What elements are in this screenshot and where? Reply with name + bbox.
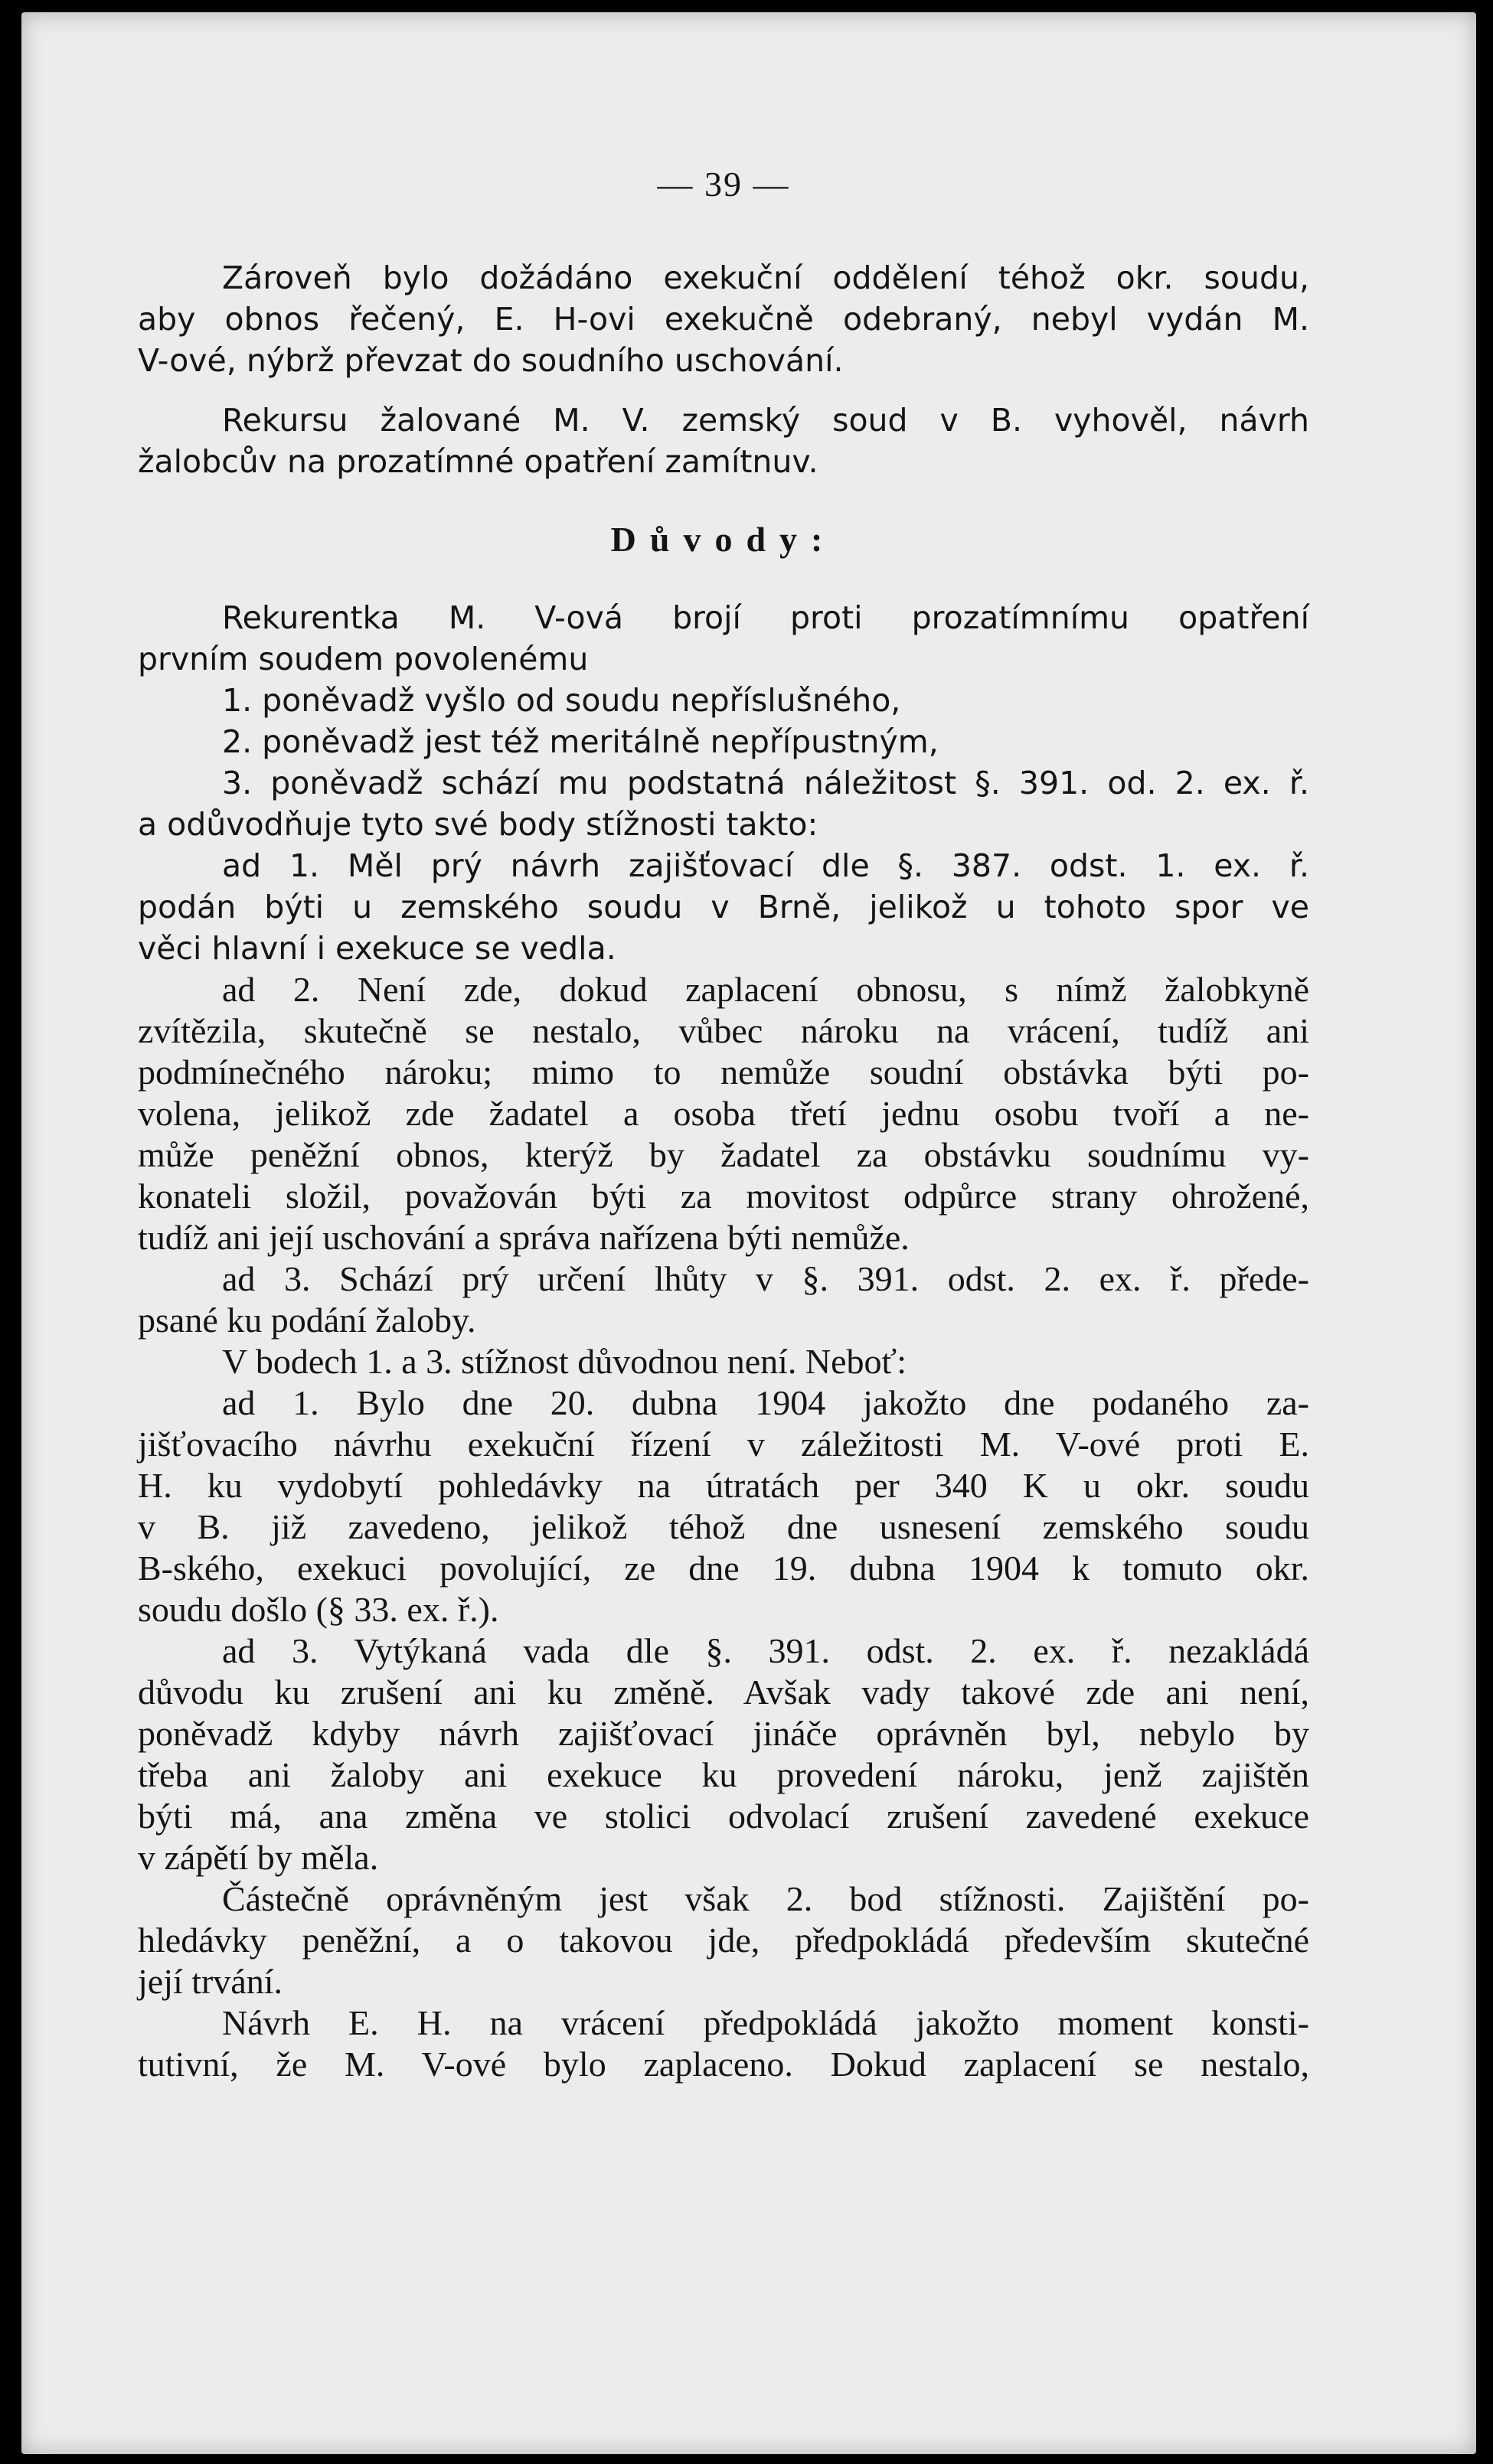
text-line: 3. poněvadž schází mu podstatná náležitost §. 391. od. 2. ex. ř. — [222, 765, 1309, 801]
text-line: Návrh E. H. na vrácení předpokládá jakožto moment konsti- — [222, 2003, 1309, 2042]
text-line: 2. poněvadž jest též meritálně nepřípustným, — [222, 723, 939, 760]
text-line: žalobcův na prozatímné opatření zamítnuv. — [138, 443, 818, 480]
page-number: — 39 — — [657, 165, 790, 204]
text-line: ad 3. Schází prý určení lhůty v §. 391. odst. 2. ex. ř. přede- — [222, 1259, 1309, 1298]
text-line: Rekurentka M. V-ová brojí proti prozatímnímu opatření — [222, 599, 1309, 636]
text-line: tudíž ani její uschování a správa nařízena býti nemůže. — [138, 1218, 910, 1257]
text-line: podmínečného nároku; mimo to nemůže soudní obstávka býti po- — [138, 1053, 1309, 1092]
text-line: jišťovacího návrhu exekuční řízení v záležitosti M. V-ové proti E. — [138, 1425, 1309, 1464]
text-line: V bodech 1. a 3. stížnost důvodnou není. Neboť: — [222, 1342, 907, 1381]
text-line: důvodu ku zrušení ani ku změně. Avšak vady takové zde ani není, — [138, 1673, 1309, 1712]
text-line: podán býti u zemského soudu v Brně, jelikož u tohoto spor ve — [138, 889, 1309, 925]
book-page — [21, 12, 1476, 2454]
text-line: psané ku podání žaloby. — [138, 1301, 476, 1340]
text-line: třeba ani žaloby ani exekuce ku provedení nároku, jenž zajištěn — [138, 1755, 1309, 1794]
text-line: ad 3. Vytýkaná vada dle §. 391. odst. 2. ex. ř. nezakládá — [222, 1631, 1309, 1670]
text-line: Rekursu žalované M. V. zemský soud v B. vyhověl, návrh — [222, 402, 1309, 439]
text-line: býti má, ana změna ve stolici odvolací zrušení zavedené exekuce — [138, 1797, 1309, 1836]
text-line: může peněžní obnos, kterýž by žadatel za obstávku soudnímu vy- — [138, 1135, 1309, 1174]
body-text — [138, 257, 1309, 2085]
text-line: hledávky peněžní, a o takovou jde, předpokládá především skutečné — [138, 1921, 1309, 1960]
text-line: H. ku vydobytí pohledávky na útratách per 340 K u okr. soudu — [138, 1466, 1309, 1505]
text-line: v B. již zavedeno, jelikož téhož dne usnesení zemského soudu — [138, 1507, 1309, 1546]
text-line: Částečně oprávněným jest však 2. bod stížnosti. Zajištění po- — [222, 1879, 1309, 1918]
text-line: volena, jelikož zde žadatel a osoba třetí jednu osobu tvoří a ne- — [138, 1094, 1309, 1133]
text-line: ad 1. Měl prý návrh zajišťovací dle §. 387. odst. 1. ex. ř. — [222, 847, 1309, 884]
text-line: poněvadž kdyby návrh zajišťovací jináče oprávněn byl, nebylo by — [138, 1714, 1309, 1753]
text-line: 1. poněvadž vyšlo od soudu nepříslušného, — [222, 682, 901, 719]
text-line: B-ského, exekuci povolující, ze dne 19. dubna 1904 k tomuto okr. — [138, 1549, 1309, 1588]
text-line: tutivní, že M. V-ové bylo zaplaceno. Dokud zaplacení se nestalo, — [138, 2045, 1309, 2084]
text-line: Zároveň bylo dožádáno exekuční oddělení téhož okr. soudu, — [222, 259, 1309, 296]
text-line: konateli složil, považován býti za movitost odpůrce strany ohrožené, — [138, 1177, 1309, 1216]
text-line: ad 2. Není zde, dokud zaplacení obnosu, s nímž žalobkyně — [222, 970, 1309, 1009]
section-heading: Důvody: — [610, 520, 837, 559]
text-line: zvítězila, skutečně se nestalo, vůbec nároku na vrácení, tudíž ani — [138, 1011, 1309, 1050]
text-line: věci hlavní i exekuce se vedla. — [138, 930, 616, 967]
text-line: prvním soudem povolenému — [138, 641, 589, 677]
text-line: soudu došlo (§ 33. ex. ř.). — [138, 1590, 499, 1629]
text-line: aby obnos řečený, E. H-ovi exekučně odebraný, nebyl vydán M. — [138, 301, 1309, 338]
text-line: v zápětí by měla. — [138, 1838, 379, 1877]
text-line: ad 1. Bylo dne 20. dubna 1904 jakožto dne podaného za- — [222, 1383, 1309, 1422]
text-line: V-ové, nýbrž převzat do soudního uschování. — [138, 342, 844, 379]
text-line: její trvání. — [138, 1962, 283, 2001]
text-line: a odůvodňuje tyto své body stížnosti takto: — [138, 806, 818, 843]
